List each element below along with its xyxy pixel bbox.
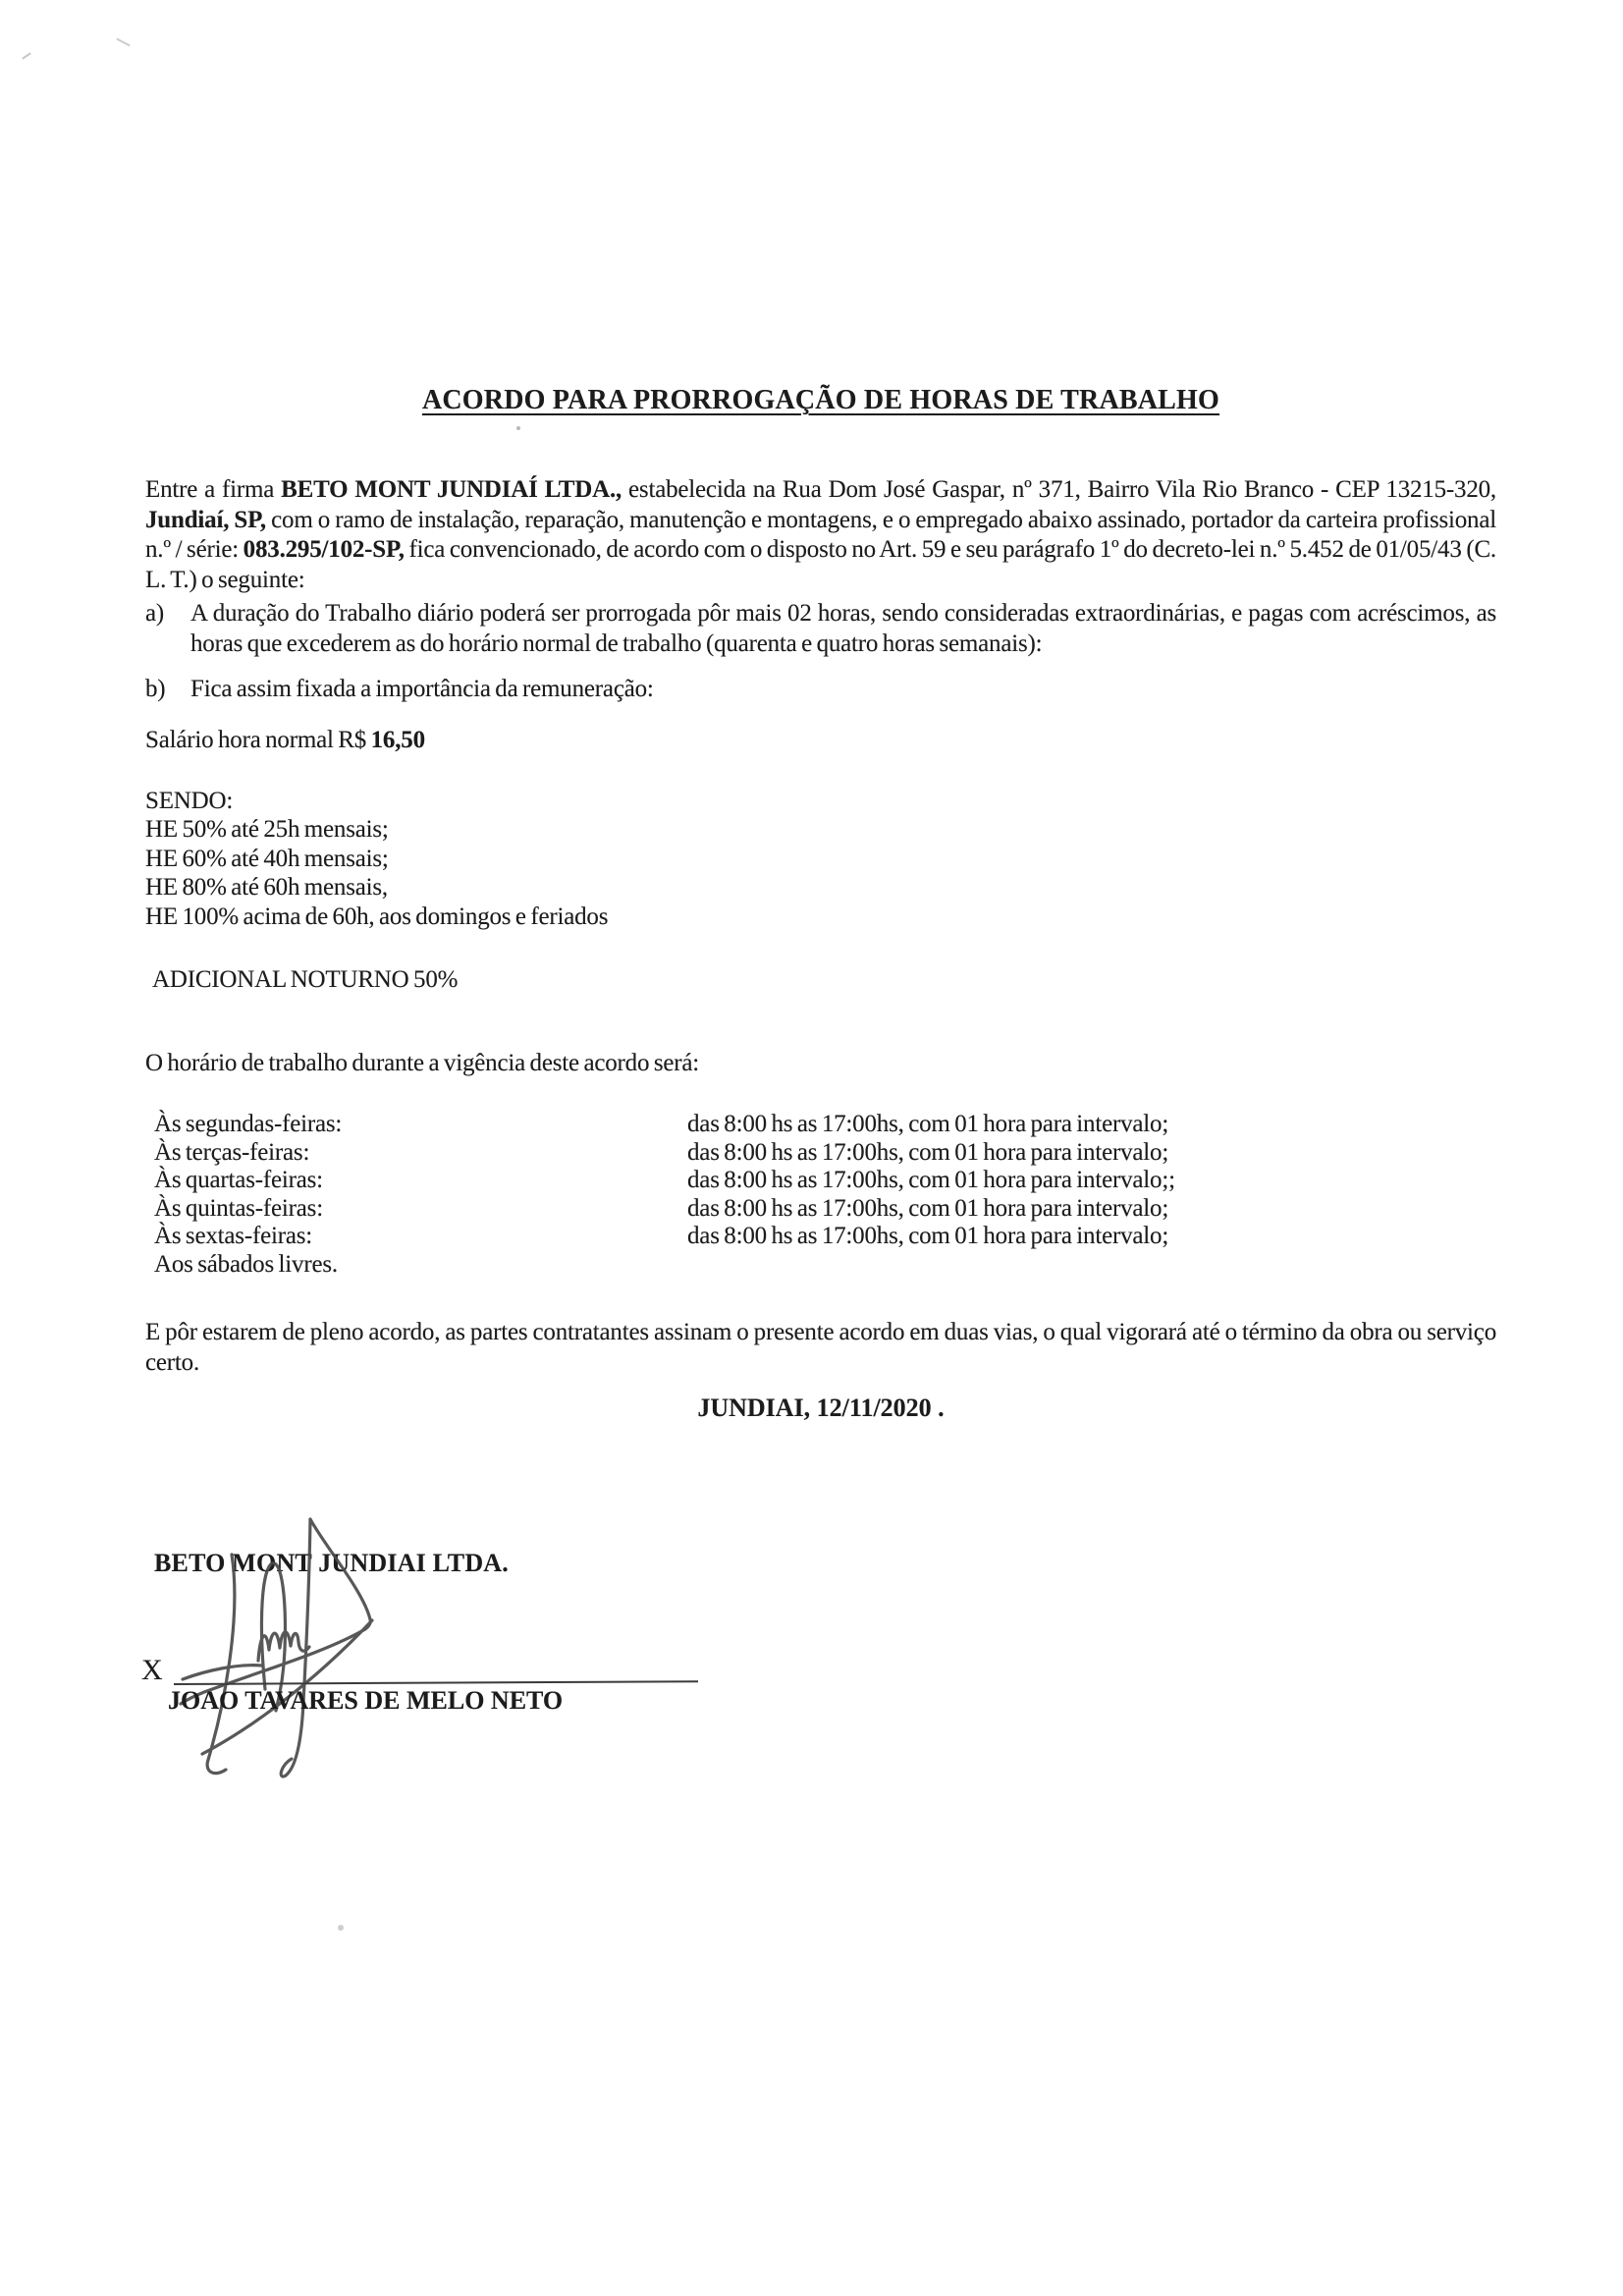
salary-value: 16,50 <box>370 727 425 753</box>
he-rate-line: HE 100% acima de 60h, aos domingos e feriados <box>145 902 609 930</box>
day-label: Aos sábados livres. <box>154 1250 338 1278</box>
schedule-row <box>154 1110 1391 1138</box>
salary-line <box>145 726 425 756</box>
he-rate-line: HE 80% até 60h mensais, <box>145 874 388 902</box>
work-card-number: 083.295/102-SP, <box>243 536 405 563</box>
time-value: das 8:00 hs as 17:00hs, com 01 hora para intervalo; <box>687 1111 1169 1137</box>
scan-mark <box>116 38 130 47</box>
schedule-table <box>154 1110 1391 1279</box>
signature-x-mark: X <box>141 1654 163 1686</box>
handwritten-signature <box>147 1501 589 1795</box>
clause-b-label: b) <box>145 676 166 702</box>
time-value: das 8:00 hs as 17:00hs, com 01 hora para intervalo; <box>687 1223 1169 1250</box>
intro-text: Entre a firma <box>145 476 282 503</box>
night-bonus-line: ADICIONAL NOTURNO 50% <box>152 966 459 993</box>
time-value: das 8:00 hs as 17:00hs, com 01 hora para intervalo;; <box>687 1167 1175 1194</box>
schedule-row <box>154 1138 1391 1167</box>
day-label: Às sextas-feiras: <box>154 1223 313 1250</box>
city-state-inline: Jundiaí, SP, <box>145 506 266 533</box>
signature-company-name: BETO MONT JUNDIAI LTDA. <box>154 1549 509 1577</box>
time-value: das 8:00 hs as 17:00hs, com 01 hora para intervalo; <box>687 1194 1169 1222</box>
intro-text: estabelecida na Rua Dom José Gaspar, nº 371, Bairro Vila Rio Branco - CEP 13215-320, <box>622 476 1496 503</box>
schedule-row <box>154 1194 1391 1223</box>
date-line: JUNDIAI, 12/11/2020 . <box>697 1394 945 1422</box>
day-label: Às quintas-feiras: <box>154 1194 323 1222</box>
he-rate-line: HE 50% até 25h mensais; <box>145 816 389 844</box>
signature-stroke <box>181 1519 370 1704</box>
schedule-intro: O horário de trabalho durante a vigência deste acordo será: <box>145 1050 700 1076</box>
clause-a-text: A duração do Trabalho diário poderá ser prorrogada pôr mais 02 horas, sendo consideradas extraordinárias, e pagas com acréscimos, as horas que excederem as do horário normal de trabalho (quarenta e quatro horas semanais): <box>190 600 1496 657</box>
intro-text: fica convencionado, de acordo com o disposto no Art. 59 e seu parágrafo 1º do decreto-lei n.º 5.452 de 01/05/43 (C. L. T.) o seguinte: <box>145 536 1496 593</box>
schedule-row <box>154 1250 1391 1279</box>
signature-stroke <box>207 1555 235 1774</box>
schedule-row <box>154 1222 1391 1250</box>
salary-label: Salário hora normal R$ <box>145 727 371 753</box>
overtime-rates <box>145 787 608 931</box>
clause-b-text: Fica assim fixada a importância da remuneração: <box>190 676 654 702</box>
clause-a-label: a) <box>145 600 165 627</box>
he-rate-line: HE 60% até 40h mensais; <box>145 845 389 872</box>
intro-text: com o ramo de instalação, reparação, manutenção e montagens, e o empregado abaixo assinado, portador da carteira profissional n.º / série: <box>145 506 1496 563</box>
company-name-inline: BETO MONT JUNDIAÍ LTDA., <box>281 476 622 503</box>
closing-paragraph: E pôr estarem de pleno acordo, as partes contratantes assinam o presente acordo em duas vias, o qual vigorará até o término da obra ou serviço certo. <box>145 1319 1496 1376</box>
day-label: Às quartas-feiras: <box>154 1167 323 1194</box>
intro-paragraph <box>145 475 1496 595</box>
time-value <box>687 1250 1391 1279</box>
clause-b <box>145 675 1496 705</box>
page-title: ACORDO PARA PRORROGAÇÃO DE HORAS DE TRABALHO <box>421 385 1220 415</box>
signatory-name: JOAO TAVARES DE MELO NETO <box>168 1686 564 1715</box>
scan-speck <box>516 426 520 430</box>
clause-a <box>145 599 1496 659</box>
time-value: das 8:00 hs as 17:00hs, com 01 hora para intervalo; <box>687 1138 1169 1166</box>
scan-mark <box>22 52 30 59</box>
day-label: Às terças-feiras: <box>154 1138 310 1166</box>
schedule-row <box>154 1166 1391 1194</box>
day-label: Às segundas-feiras: <box>154 1111 343 1137</box>
scan-speck <box>338 1925 344 1931</box>
rates-title: SENDO: <box>145 788 234 814</box>
